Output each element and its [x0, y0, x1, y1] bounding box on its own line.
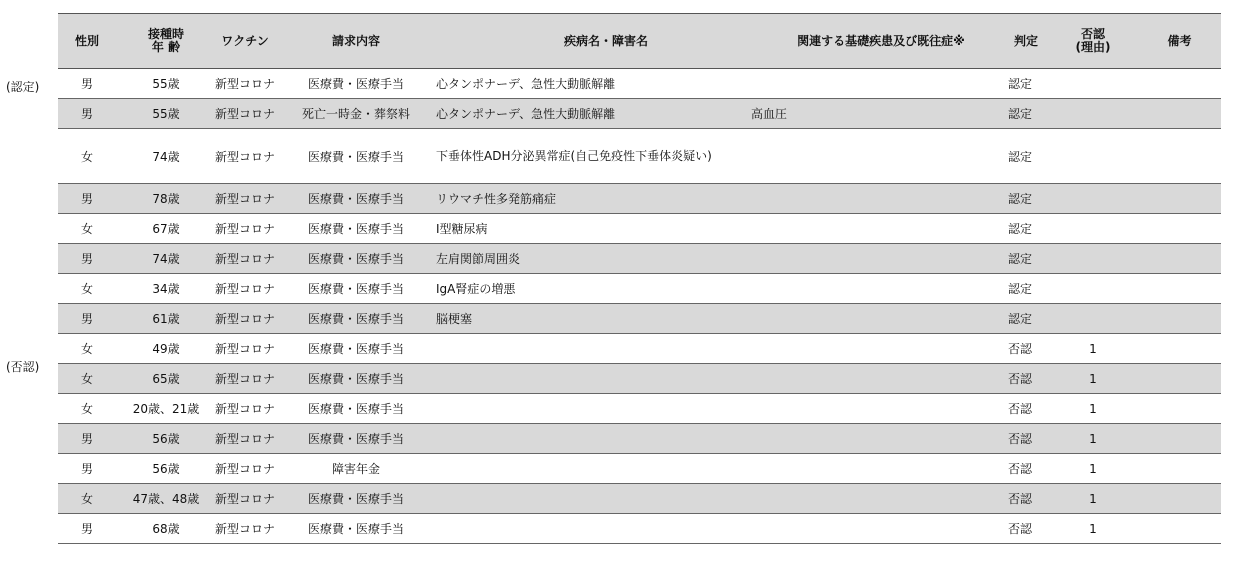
cell-denial-reason [1068, 274, 1118, 303]
cell-judgment: 認定 [1008, 312, 1033, 326]
cell-underlying [751, 454, 1011, 483]
table-header [58, 14, 1221, 69]
cell-sex: 男 [80, 107, 93, 121]
cell-notes [1138, 304, 1221, 333]
cell-claim: 医療費・医療手当 [307, 522, 404, 536]
cell-disease [436, 484, 776, 513]
cell-sex: 男 [80, 312, 93, 326]
table-row [58, 394, 1221, 424]
cell-denial-reason: 1 [1089, 431, 1097, 446]
cell-vaccine: 新型コロナ [214, 77, 275, 91]
table-row [58, 274, 1221, 304]
cell-denial-reason [1068, 304, 1118, 333]
cell-notes [1138, 214, 1221, 243]
cell-denial-reason [1068, 99, 1118, 128]
cell-underlying [751, 129, 1011, 183]
header-sex: 性別 [74, 33, 99, 48]
cell-disease [436, 514, 776, 543]
cell-disease: IgA腎症の増悪 [436, 282, 516, 296]
cell-sex: 女 [80, 342, 93, 356]
cell-judgment: 否認 [1008, 372, 1033, 386]
cell-judgment: 認定 [1008, 192, 1033, 206]
table-row [58, 99, 1221, 129]
cell-claim: 医療費・医療手当 [307, 149, 404, 164]
cell-denial-reason: 1 [1089, 461, 1097, 476]
cell-disease: 心タンポナーデ、急性大動脈解離 [436, 107, 616, 121]
cell-claim: 医療費・医療手当 [307, 312, 404, 326]
header-notes: 備考 [1167, 33, 1192, 48]
cell-underlying [751, 274, 1011, 303]
cell-underlying: 高血圧 [751, 107, 788, 121]
cell-notes [1138, 364, 1221, 393]
cell-sex: 女 [80, 402, 93, 416]
cell-vaccine: 新型コロナ [214, 402, 275, 416]
cell-disease: 左肩関節周囲炎 [436, 252, 521, 266]
cell-disease: 下垂体性ADH分泌異常症(自己免疫性下垂体炎疑い) [436, 148, 712, 163]
cell-claim: 医療費・医療手当 [307, 342, 404, 356]
cell-judgment: 否認 [1008, 462, 1033, 476]
cell-age: 61歳 [152, 312, 180, 326]
cell-claim: 医療費・医療手当 [307, 402, 404, 416]
cell-vaccine: 新型コロナ [214, 372, 275, 386]
cell-claim: 医療費・医療手当 [307, 192, 404, 206]
cell-underlying [751, 184, 1011, 213]
cell-sex: 女 [80, 372, 93, 386]
cell-denial-reason [1068, 214, 1118, 243]
cell-sex: 男 [80, 252, 93, 266]
cell-judgment: 認定 [1008, 282, 1033, 296]
cell-claim: 医療費・医療手当 [307, 432, 404, 446]
cell-judgment: 認定 [1008, 252, 1033, 266]
cell-sex: 女 [80, 492, 93, 506]
cell-vaccine: 新型コロナ [214, 252, 275, 266]
cell-vaccine: 新型コロナ [214, 492, 275, 506]
cell-notes [1138, 454, 1221, 483]
cell-judgment: 否認 [1008, 342, 1033, 356]
cell-age: 55歳 [152, 107, 180, 121]
cell-age: 34歳 [152, 282, 180, 296]
section-label-denied: (否認) [6, 360, 40, 374]
header-age-line1: 接種時 [147, 27, 184, 41]
cell-age: 47歳、48歳 [132, 492, 200, 506]
cell-age: 74歳 [152, 149, 180, 164]
cell-claim: 医療費・医療手当 [307, 282, 404, 296]
cell-disease [436, 424, 776, 453]
header-nr-line2: (理由) [1075, 40, 1111, 54]
cell-denial-reason: 1 [1089, 341, 1097, 356]
header-denial-reason [1068, 14, 1118, 68]
cell-claim: 医療費・医療手当 [307, 252, 404, 266]
table-body [58, 69, 1221, 544]
cell-claim: 医療費・医療手当 [307, 492, 404, 506]
header-vaccine: ワクチン [221, 33, 269, 48]
cell-judgment: 認定 [1008, 222, 1033, 236]
table-row [58, 244, 1221, 274]
cell-underlying [751, 334, 1011, 363]
cell-notes [1138, 274, 1221, 303]
cell-vaccine: 新型コロナ [214, 107, 275, 121]
cell-judgment: 認定 [1008, 107, 1033, 121]
cell-claim: 死亡一時金・葬祭料 [301, 107, 410, 121]
cell-age: 20歳、21歳 [132, 402, 200, 416]
cell-judgment: 認定 [1008, 77, 1033, 91]
header-nr-line1: 否認 [1080, 27, 1105, 41]
cell-claim: 医療費・医療手当 [307, 372, 404, 386]
cell-notes [1138, 184, 1221, 213]
cell-notes [1138, 129, 1221, 183]
cell-age: 56歳 [152, 462, 180, 476]
cell-denial-reason: 1 [1089, 491, 1097, 506]
header-claim: 請求内容 [331, 33, 380, 48]
cell-judgment: 認定 [1008, 149, 1033, 164]
table-row [58, 214, 1221, 244]
cell-denial-reason [1068, 244, 1118, 273]
cell-underlying [751, 514, 1011, 543]
cell-underlying [751, 484, 1011, 513]
claims-table [58, 13, 1221, 544]
table-row [58, 454, 1221, 484]
cell-age: 68歳 [152, 522, 180, 536]
cell-disease [436, 334, 776, 363]
cell-age: 49歳 [152, 342, 180, 356]
cell-denial-reason: 1 [1089, 371, 1097, 386]
cell-disease: 脳梗塞 [436, 312, 473, 326]
cell-age: 65歳 [152, 372, 180, 386]
cell-denial-reason: 1 [1089, 521, 1097, 536]
cell-age: 67歳 [152, 222, 180, 236]
cell-underlying [751, 364, 1011, 393]
header-underlying: 関連する基礎疾患及び既往症※ [797, 33, 965, 48]
cell-sex: 男 [80, 77, 93, 91]
header-judgment: 判定 [1013, 33, 1038, 48]
cell-age: 56歳 [152, 432, 180, 446]
table-row [58, 424, 1221, 454]
cell-notes [1138, 334, 1221, 363]
cell-notes [1138, 394, 1221, 423]
cell-vaccine: 新型コロナ [214, 342, 275, 356]
cell-judgment: 否認 [1008, 522, 1033, 536]
cell-underlying [751, 304, 1011, 333]
cell-underlying [751, 424, 1011, 453]
cell-notes [1138, 244, 1221, 273]
table-row [58, 304, 1221, 334]
cell-notes [1138, 514, 1221, 543]
cell-age: 55歳 [152, 77, 180, 91]
cell-sex: 男 [80, 192, 93, 206]
cell-sex: 女 [80, 149, 93, 164]
cell-underlying [751, 244, 1011, 273]
table-row [58, 514, 1221, 544]
cell-underlying [751, 394, 1011, 423]
cell-claim: 医療費・医療手当 [307, 222, 404, 236]
cell-disease: 心タンポナーデ、急性大動脈解離 [436, 77, 616, 91]
table-row [58, 129, 1221, 184]
cell-claim: 障害年金 [331, 462, 380, 476]
table-row [58, 334, 1221, 364]
cell-denial-reason [1068, 129, 1118, 183]
cell-judgment: 否認 [1008, 402, 1033, 416]
cell-disease: Ⅰ型糖尿病 [436, 222, 488, 236]
cell-disease [436, 394, 776, 423]
cell-sex: 女 [80, 282, 93, 296]
cell-judgment: 否認 [1008, 432, 1033, 446]
cell-vaccine: 新型コロナ [214, 312, 275, 326]
section-label-approved: (認定) [6, 80, 40, 94]
cell-underlying [751, 214, 1011, 243]
cell-vaccine: 新型コロナ [214, 522, 275, 536]
cell-vaccine: 新型コロナ [214, 192, 275, 206]
table-row [58, 364, 1221, 394]
cell-sex: 男 [80, 522, 93, 536]
cell-age: 78歳 [152, 192, 180, 206]
cell-denial-reason: 1 [1089, 401, 1097, 416]
cell-notes [1138, 99, 1221, 128]
table-row [58, 184, 1221, 214]
cell-sex: 男 [80, 462, 93, 476]
cell-vaccine: 新型コロナ [214, 432, 275, 446]
cell-vaccine: 新型コロナ [214, 149, 275, 164]
cell-vaccine: 新型コロナ [214, 462, 275, 476]
cell-underlying [751, 69, 1011, 98]
cell-denial-reason [1068, 69, 1118, 98]
cell-claim: 医療費・医療手当 [307, 77, 404, 91]
cell-age: 74歳 [152, 252, 180, 266]
cell-judgment: 否認 [1008, 492, 1033, 506]
header-disease: 疾病名・障害名 [563, 33, 648, 48]
cell-disease [436, 454, 776, 483]
header-age [126, 14, 206, 68]
header-age-line2: 年 齢 [151, 40, 181, 54]
cell-vaccine: 新型コロナ [214, 222, 275, 236]
cell-notes [1138, 484, 1221, 513]
table-row [58, 69, 1221, 99]
cell-notes [1138, 424, 1221, 453]
cell-denial-reason [1068, 184, 1118, 213]
cell-sex: 男 [80, 432, 93, 446]
cell-disease [436, 364, 776, 393]
cell-disease: リウマチ性多発筋痛症 [436, 192, 557, 206]
cell-vaccine: 新型コロナ [214, 282, 275, 296]
table-row [58, 484, 1221, 514]
cell-sex: 女 [80, 222, 93, 236]
cell-notes [1138, 69, 1221, 98]
